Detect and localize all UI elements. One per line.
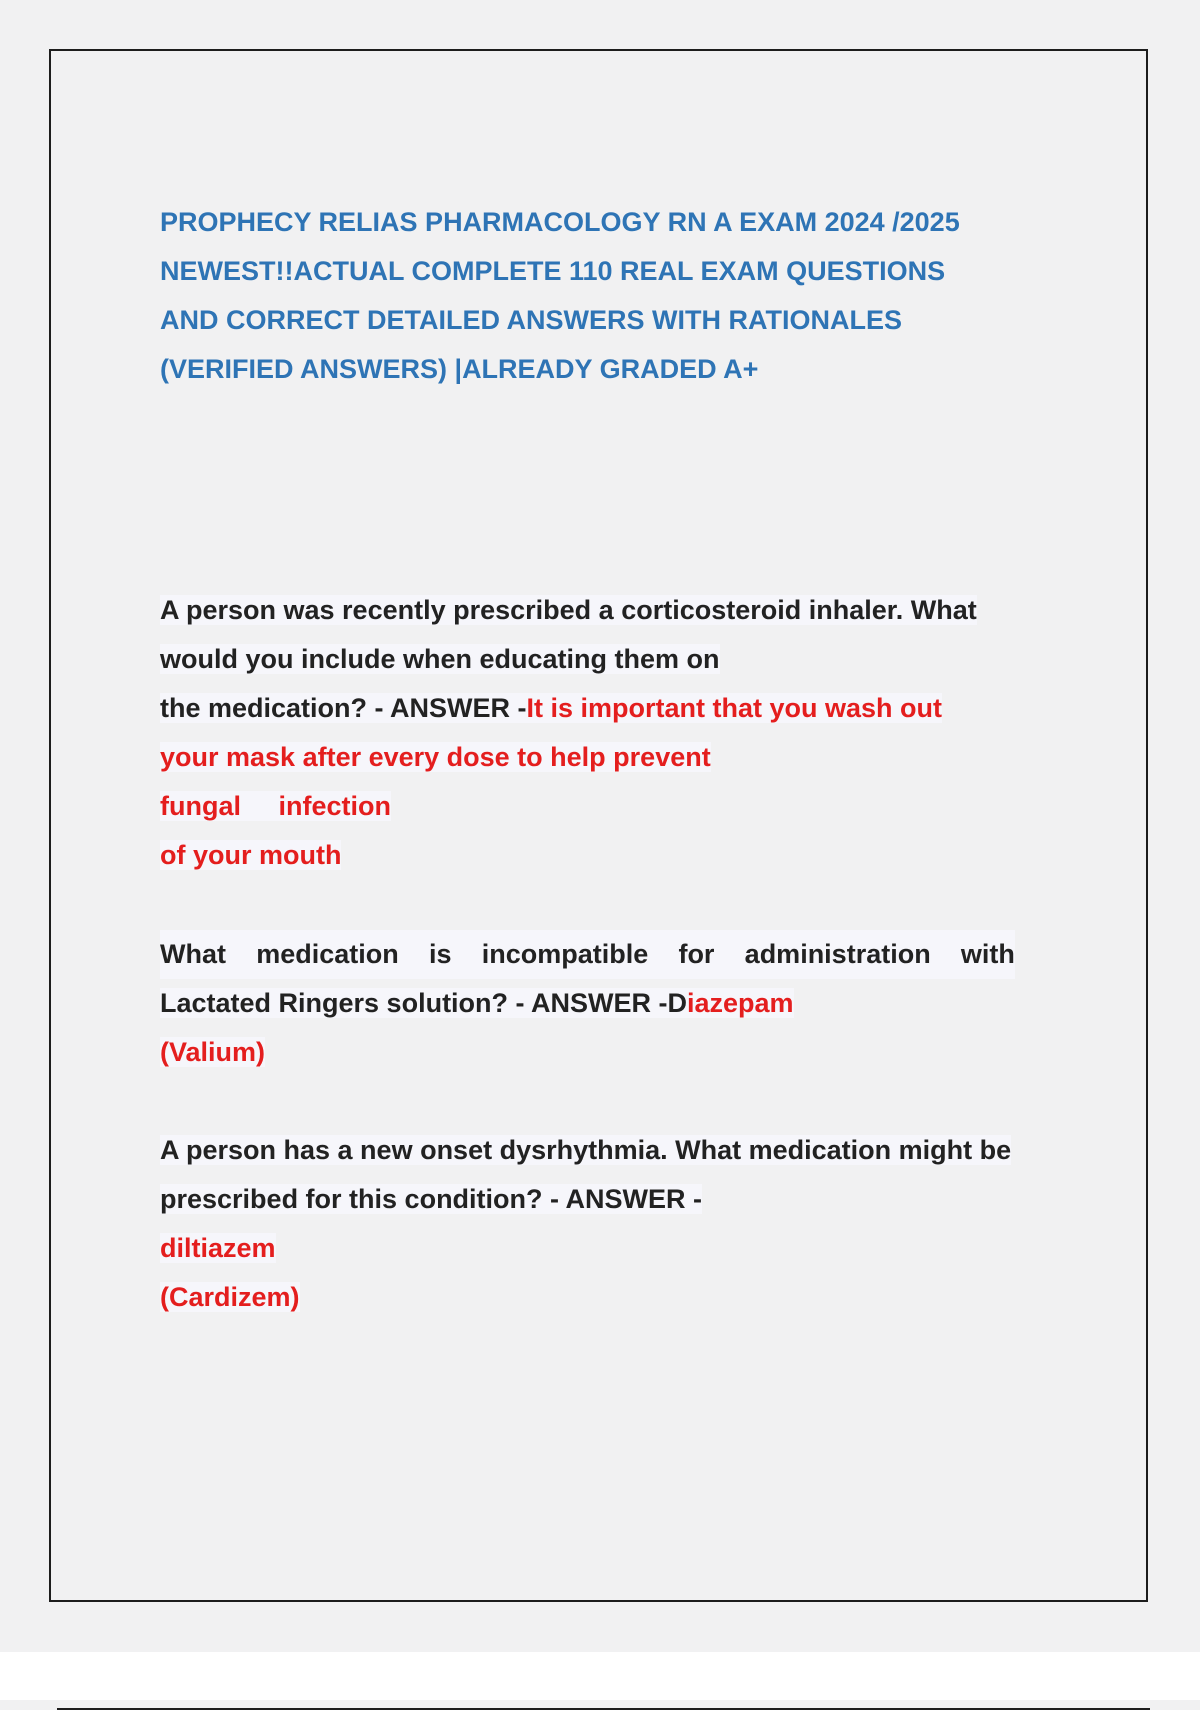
title-line: PROPHECY RELIAS PHARMACOLOGY RN A EXAM 2024 /2025 [160,207,960,237]
answer-text: iazepam [687,988,794,1018]
title-line: AND CORRECT DETAILED ANSWERS WITH RATIONALES [160,305,902,335]
question-word: medication [256,939,399,969]
question-word: for [678,939,715,969]
question-text: Lactated Ringers solution? - ANSWER -D [160,988,688,1018]
question-block-2 [160,930,1015,1077]
question-word: What [160,939,226,969]
answer-word: fungal [160,791,241,821]
question-word: administration [744,939,931,969]
question-word: incompatible [481,939,649,969]
question-text: prescribed for this condition? - ANSWER - [160,1184,703,1214]
answer-text: diltiazem [160,1233,276,1263]
question-text: would you include when educating them on [160,644,720,674]
question-text: A person has a new onset dysrhythmia. What medication might be [160,1135,1012,1165]
question-word: with [960,939,1015,969]
document-title [160,198,1040,394]
answer-text: (Valium) [160,1037,266,1067]
question-block-3 [160,1126,1011,1322]
question-text [160,930,1015,979]
title-line: NEWEST!!ACTUAL COMPLETE 110 REAL EXAM QUESTIONS [160,256,946,286]
question-word: is [428,939,452,969]
answer-text: (Cardizem) [160,1282,300,1312]
answer-text: your mask after every dose to help prevent [160,742,711,772]
next-page-strip [0,1652,1200,1700]
question-block-1 [160,586,977,880]
answer-text: It is important that you wash out [526,693,943,723]
question-text: A person was recently prescribed a corticosteroid inhaler. What [160,595,977,625]
answer-word: infection [278,791,392,821]
answer-text [160,791,391,821]
question-text: the medication? - ANSWER - [160,693,527,723]
answer-text: of your mouth [160,840,342,870]
title-line: (VERIFIED ANSWERS) |ALREADY GRADED A+ [160,354,759,384]
